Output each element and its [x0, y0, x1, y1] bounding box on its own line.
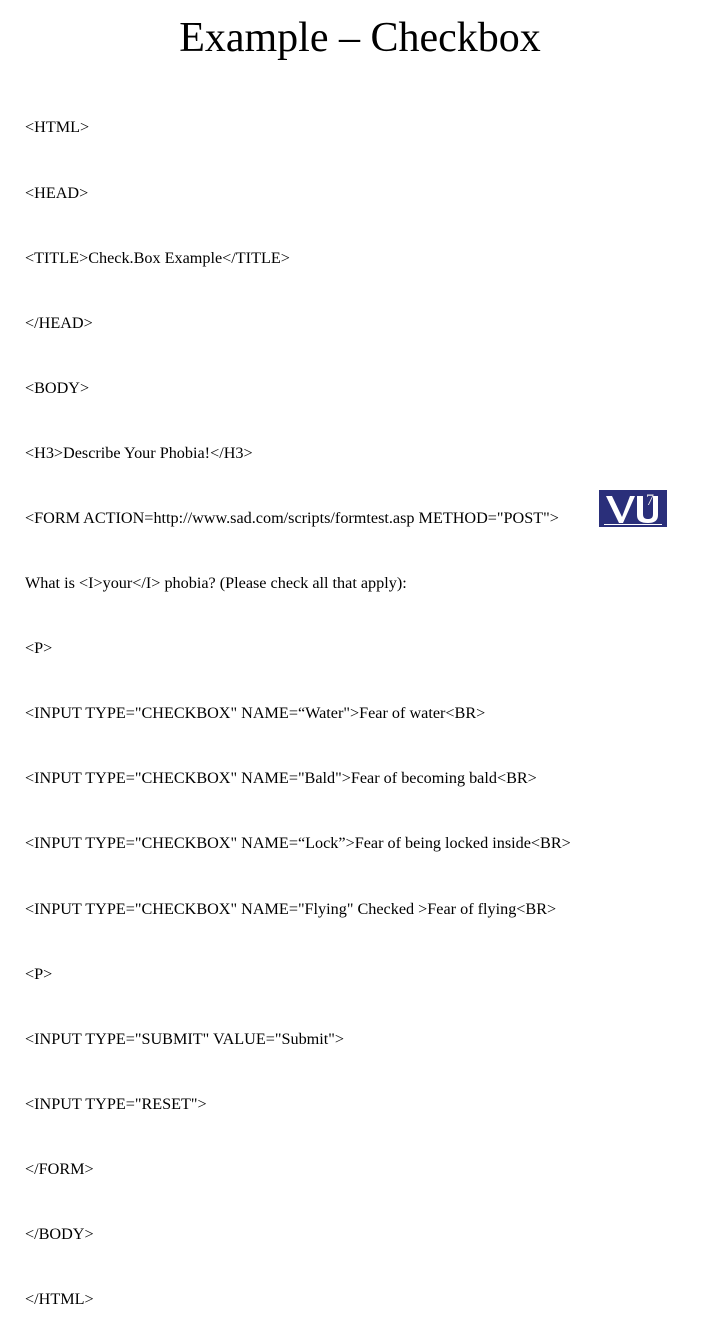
html-code-listing [25, 74, 571, 1332]
code-line: <HEAD> [25, 183, 89, 202]
slide-number: 7 [646, 492, 654, 509]
code-line: <INPUT TYPE="CHECKBOX" NAME="Flying" Checked >Fear of flying<BR> [25, 899, 557, 918]
code-line: </HTML> [25, 1290, 94, 1309]
code-line: <HTML> [25, 118, 90, 137]
code-line: </BODY> [25, 1225, 94, 1243]
slide-title: Example – Checkbox [179, 15, 541, 61]
code-line: <INPUT TYPE="SUBMIT" VALUE="Submit"> [25, 1029, 344, 1048]
code-line: <P> [25, 639, 53, 658]
code-line: <INPUT TYPE="CHECKBOX" NAME=“Lock”>Fear of being locked inside<BR> [25, 834, 571, 853]
code-line: <P> [25, 964, 53, 983]
code-line: <TITLE>Check.Box Example</TITLE> [25, 248, 290, 267]
code-line: </FORM> [25, 1159, 94, 1178]
code-line: <FORM ACTION=http://www.sad.com/scripts/formtest.asp METHOD="POST"> [25, 508, 559, 527]
code-line: What is <I>your</I> phobia? (Please check all that apply): [25, 574, 407, 593]
code-line: <BODY> [25, 378, 90, 397]
code-line: <H3>Describe Your Phobia!</H3> [25, 443, 253, 462]
code-line: <INPUT TYPE="CHECKBOX" NAME=“Water">Fear of water<BR> [25, 704, 486, 723]
code-line: <INPUT TYPE="CHECKBOX" NAME="Bald">Fear of becoming bald<BR> [25, 769, 537, 788]
code-line: <INPUT TYPE="RESET"> [25, 1094, 207, 1113]
vu-logo [599, 490, 667, 527]
code-line: </HEAD> [25, 313, 93, 332]
